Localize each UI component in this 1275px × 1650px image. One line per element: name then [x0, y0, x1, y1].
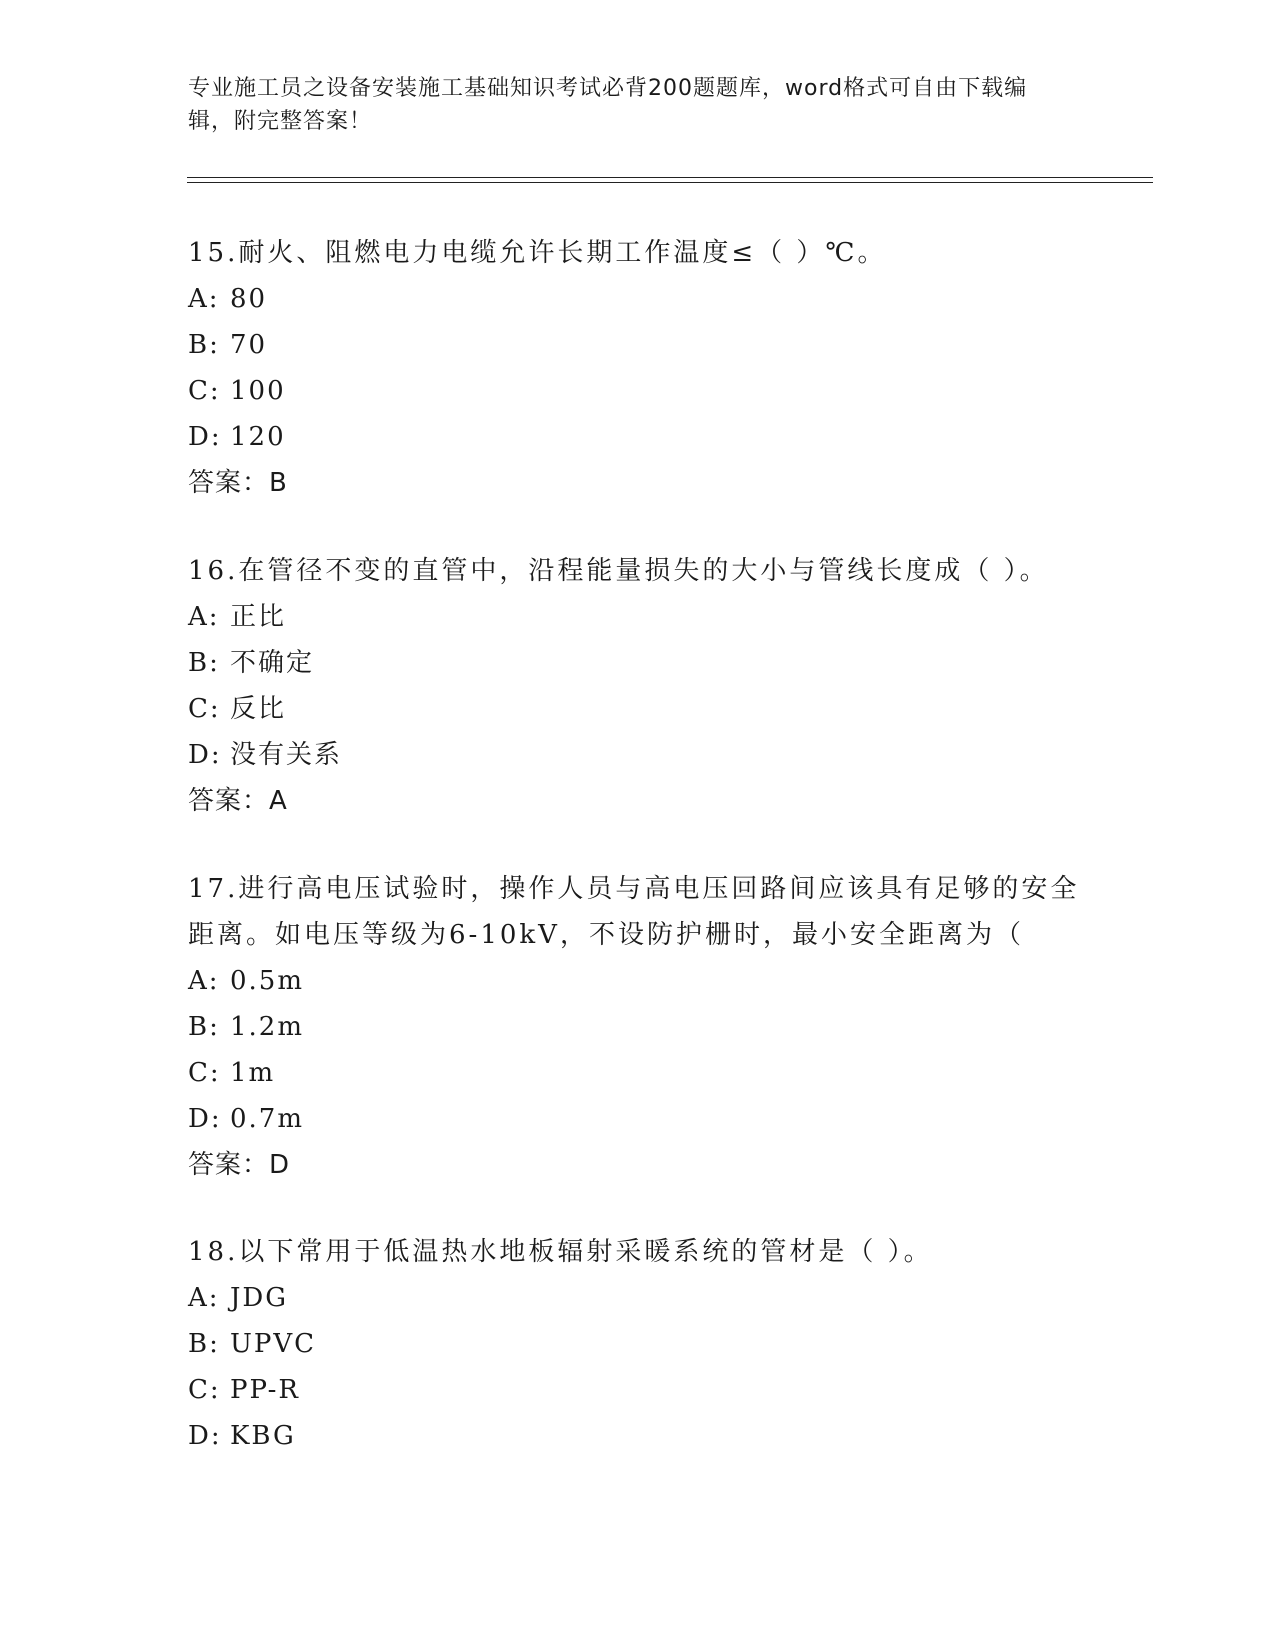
option-letter: D:	[188, 740, 222, 770]
option-text: 100	[230, 376, 286, 406]
question-stem: 18.以下常用于低温热水地板辐射采暖系统的管材是（ ）。	[188, 1237, 933, 1267]
option-text: 120	[230, 422, 286, 452]
option-text: UPVC	[230, 1329, 317, 1359]
option-text: 70	[230, 330, 268, 360]
answer-line: 答案：B	[188, 468, 288, 498]
answer-line: 答案：A	[188, 786, 288, 816]
option-text: KBG	[230, 1421, 296, 1451]
option-text: 1m	[230, 1058, 276, 1088]
option-letter: B:	[188, 1012, 220, 1042]
option-c	[188, 1050, 1088, 1096]
option-a	[188, 958, 1088, 1004]
option-letter: C:	[188, 1058, 221, 1088]
question-16	[188, 548, 1088, 824]
option-letter: A:	[188, 966, 220, 996]
option-c	[188, 686, 1088, 732]
option-b	[188, 1004, 1088, 1050]
option-letter: B:	[188, 330, 220, 360]
option-b	[188, 1321, 1088, 1367]
option-letter: C:	[188, 694, 221, 724]
option-c	[188, 1367, 1088, 1413]
option-text: 0.5m	[230, 966, 305, 996]
answer-line: 答案：D	[188, 1150, 291, 1180]
option-a	[188, 1275, 1088, 1321]
option-text: 反比	[230, 694, 287, 724]
header-divider-bottom	[187, 182, 1153, 183]
option-d	[188, 1096, 1088, 1142]
option-letter: B:	[188, 1329, 220, 1359]
option-b	[188, 322, 1088, 368]
option-text: JDG	[230, 1283, 289, 1313]
option-b	[188, 640, 1088, 686]
option-c	[188, 368, 1088, 414]
question-17	[188, 866, 1088, 1188]
question-stem: 15.耐火、阻燃电力电缆允许长期工作温度≤（ ）℃。	[188, 238, 887, 268]
option-text: 80	[230, 284, 268, 314]
question-18	[188, 1229, 1088, 1459]
option-text: 没有关系	[230, 740, 343, 770]
option-d	[188, 732, 1088, 778]
option-letter: D:	[188, 1421, 222, 1451]
option-a	[188, 594, 1088, 640]
question-stem: 16.在管径不变的直管中，沿程能量损失的大小与管线长度成（ ）。	[188, 556, 1049, 586]
option-d	[188, 1413, 1088, 1459]
option-text: 0.7m	[230, 1104, 305, 1134]
option-a	[188, 276, 1088, 322]
option-letter: A:	[188, 1283, 220, 1313]
option-letter: C:	[188, 376, 221, 406]
option-letter: C:	[188, 1375, 221, 1405]
option-text: 正比	[230, 602, 287, 632]
option-letter: A:	[188, 602, 220, 632]
option-d	[188, 414, 1088, 460]
option-text: PP-R	[230, 1375, 300, 1405]
question-15	[188, 230, 1088, 506]
option-letter: B:	[188, 648, 220, 678]
option-text: 1.2m	[230, 1012, 305, 1042]
option-letter: D:	[188, 1104, 222, 1134]
question-stem: 17.进行高电压试验时，操作人员与高电压回路间应该具有足够的安全距离。如电压等级为6-10kV，不设防护栅时，最小安全距离为（	[188, 874, 1080, 950]
document-title: 专业施工员之设备安装施工基础知识考试必背200题题库，word格式可自由下载编辑，附完整答案！	[188, 76, 1028, 134]
option-letter: A:	[188, 284, 220, 314]
option-text: 不确定	[230, 648, 315, 678]
option-letter: D:	[188, 422, 222, 452]
header-divider-top	[187, 177, 1153, 178]
